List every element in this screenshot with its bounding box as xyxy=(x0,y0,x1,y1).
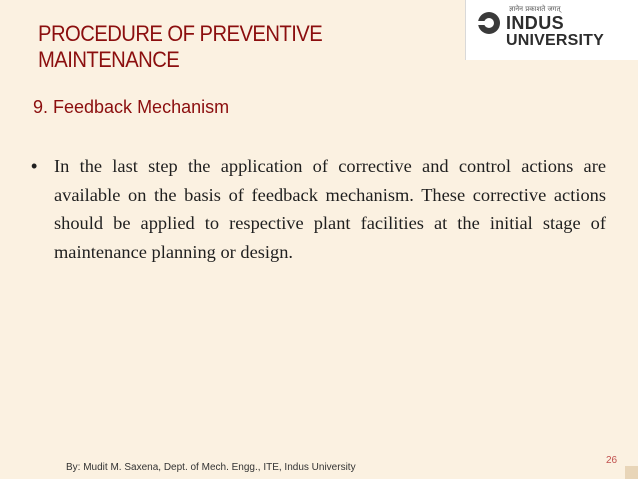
bullet-text: In the last step the application of corrective and control actions are available on the basis of feedback mechanism. These corrective actions should be applied to respective plant facilities at the initial stage of maintenance planning or design. xyxy=(54,156,606,262)
bullet-list xyxy=(30,152,606,266)
indus-university-emblem-icon xyxy=(476,10,502,36)
slide-title-line-1: PROCEDURE OF PREVENTIVE xyxy=(38,21,323,46)
bullet-item xyxy=(30,152,606,266)
slide-footer: By: Mudit M. Saxena, Dept. of Mech. Engg., ITE, Indus University xyxy=(66,462,356,473)
slide-title xyxy=(38,21,424,73)
page-number: 26 xyxy=(606,455,618,466)
corner-decoration xyxy=(625,466,638,479)
logo-name-indus: INDUS xyxy=(506,13,565,33)
slide-title-line-2: MAINTENANCE xyxy=(38,47,180,72)
university-logo xyxy=(465,0,638,60)
bullet-dot-icon: • xyxy=(31,156,38,176)
section-subtitle: 9. Feedback Mechanism xyxy=(33,97,230,117)
logo-name-university: UNIVERSITY xyxy=(506,32,605,49)
logo-tagline: ज्ञानेन प्रकाशते जगत् xyxy=(509,5,561,13)
